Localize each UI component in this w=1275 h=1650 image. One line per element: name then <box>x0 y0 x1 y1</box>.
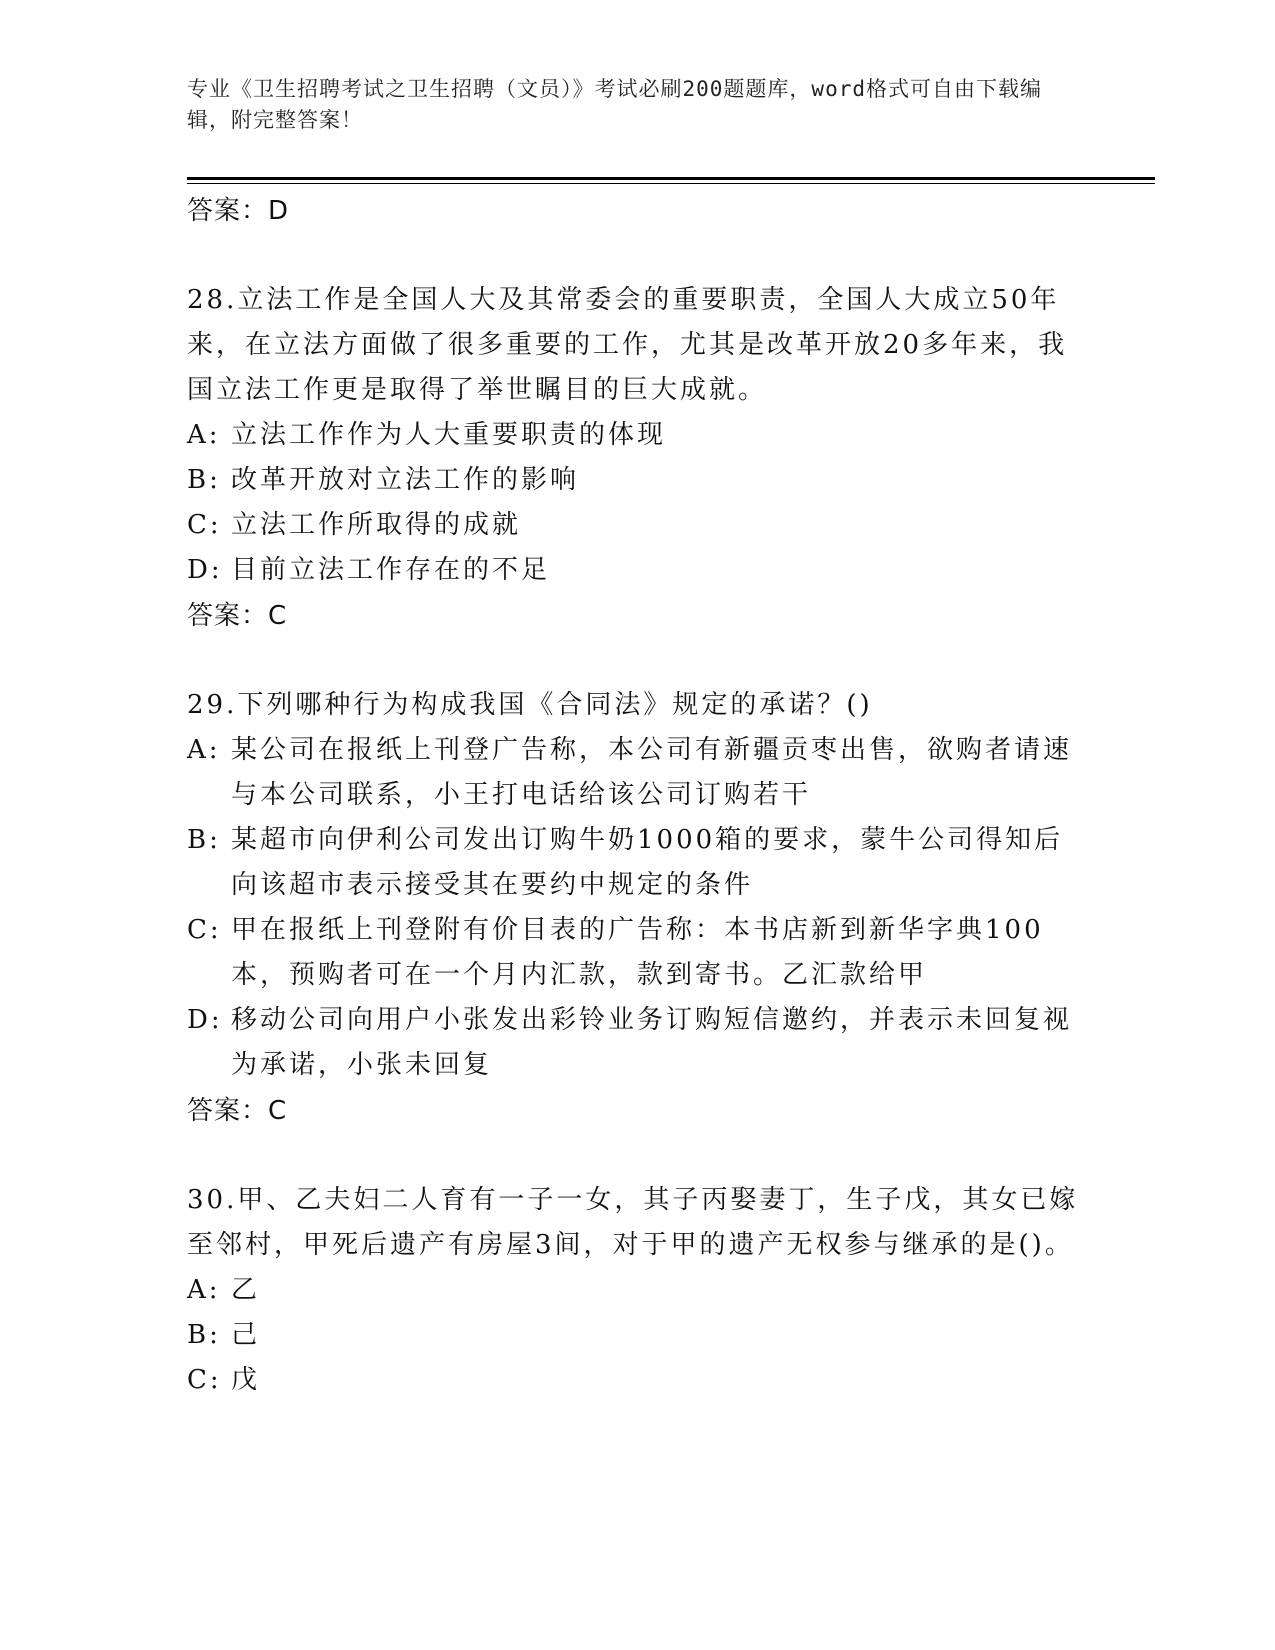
spacer <box>187 234 1087 278</box>
option-letter: A: <box>187 735 221 765</box>
answer-line: 答案：C <box>187 1096 288 1126</box>
question-block <box>187 683 1087 1134</box>
option-letter: D: <box>187 1005 223 1035</box>
answer-line: 答案：C <box>187 601 288 631</box>
option-text: 己 <box>231 1320 261 1350</box>
option-letter: C: <box>187 915 222 945</box>
option-letter: A: <box>187 420 221 450</box>
option-letter: B: <box>187 465 221 495</box>
option-text: 立法工作作为人大重要职责的体现 <box>231 420 667 450</box>
option-letter: A: <box>187 1275 221 1305</box>
option-letter: B: <box>187 1320 221 1350</box>
option-b <box>187 1313 1087 1358</box>
option-text: 乙 <box>231 1275 261 1305</box>
option-a <box>187 728 1087 818</box>
option-text: 立法工作所取得的成就 <box>231 510 522 540</box>
question-block <box>187 1178 1087 1403</box>
option-b <box>187 818 1087 908</box>
option-c <box>187 503 1087 548</box>
question-list <box>187 188 1087 1403</box>
option-text: 甲在报纸上刊登附有价目表的广告称：本书店新到新华字典100本，预购者可在一个月内汇款，款到寄书。乙汇款给甲 <box>231 915 1044 990</box>
option-b <box>187 458 1087 503</box>
option-c <box>187 1358 1087 1403</box>
option-letter: C: <box>187 1365 222 1395</box>
option-text: 戊 <box>231 1365 261 1395</box>
header-divider-thin <box>187 183 1155 184</box>
option-d <box>187 998 1087 1088</box>
option-text: 改革开放对立法工作的影响 <box>231 465 580 495</box>
option-text: 移动公司向用户小张发出彩铃业务订购短信邀约，并表示未回复视为承诺，小张未回复 <box>231 1005 1073 1080</box>
option-c <box>187 908 1087 998</box>
spacer <box>187 639 1087 683</box>
option-letter: B: <box>187 825 221 855</box>
header-divider-thick <box>187 177 1155 180</box>
option-letter: D: <box>187 555 223 585</box>
option-text: 目前立法工作存在的不足 <box>231 555 551 585</box>
spacer <box>187 1134 1087 1178</box>
question-text: 28.立法工作是全国人大及其常委会的重要职责，全国人大成立50年来，在立法方面做了很多重要的工作，尤其是改革开放20多年来，我国立法工作更是取得了举世瞩目的巨大成就。 <box>187 285 1068 405</box>
option-letter: C: <box>187 510 222 540</box>
page-header: 专业《卫生招聘考试之卫生招聘（文员）》考试必刷200题题库，word格式可自由下载编辑，附完整答案！ <box>187 77 1042 132</box>
option-text: 某公司在报纸上刊登广告称，本公司有新疆贡枣出售，欲购者请速与本公司联系，小王打电话给该公司订购若干 <box>231 735 1073 810</box>
question-text: 29.下列哪种行为构成我国《合同法》规定的承诺？() <box>187 690 873 720</box>
option-d <box>187 548 1087 593</box>
answer-line: 答案：D <box>187 196 290 226</box>
question-block <box>187 278 1087 639</box>
question-text: 30.甲、乙夫妇二人育有一子一女，其子丙娶妻丁，生子戊，其女已嫁至邻村，甲死后遗产有房屋3间，对于甲的遗产无权参与继承的是()。 <box>187 1185 1079 1260</box>
option-a <box>187 413 1087 458</box>
option-a <box>187 1268 1087 1313</box>
option-text: 某超市向伊利公司发出订购牛奶1000箱的要求，蒙牛公司得知后向该超市表示接受其在要约中规定的条件 <box>231 825 1064 900</box>
